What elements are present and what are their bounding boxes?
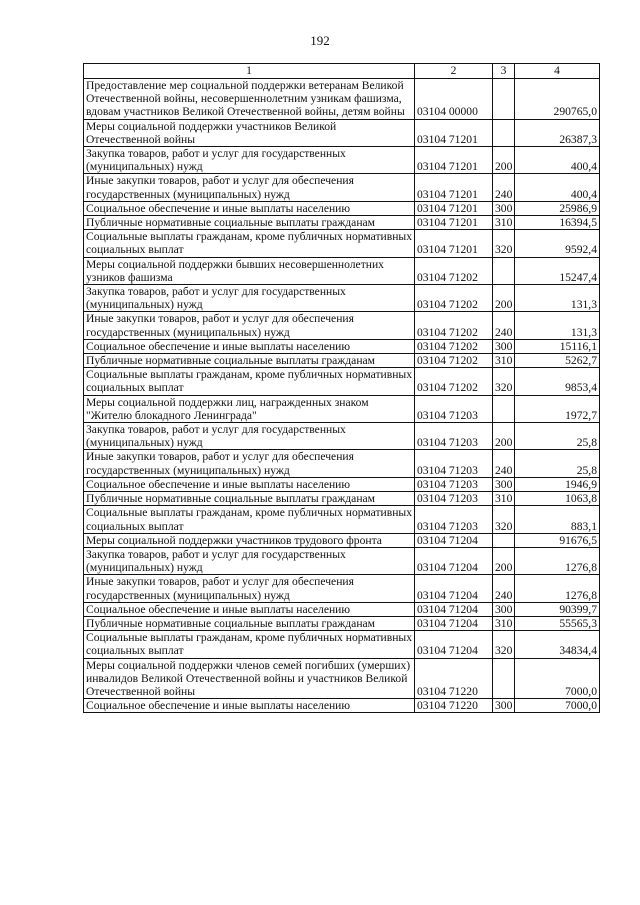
row-name-cell: Социальные выплаты гражданам, кроме публичных нормативных социальных выплат xyxy=(84,506,415,533)
table-row xyxy=(84,79,600,120)
row-amount-cell: 9592,4 xyxy=(515,230,600,257)
table-row xyxy=(84,631,600,658)
row-name-cell: Социальное обеспечение и иные выплаты населению xyxy=(84,339,415,353)
row-code-cell: 03104 71220 xyxy=(415,699,493,713)
row-name-cell: Закупка товаров, работ и услуг для государственных (муниципальных) нужд xyxy=(84,547,415,574)
row-code-cell: 03104 71220 xyxy=(415,658,493,699)
row-name-cell: Меры социальной поддержки участников Великой Отечественной войны xyxy=(84,119,415,146)
row-name-cell: Социальное обеспечение и иные выплаты населению xyxy=(84,699,415,713)
row-name-cell: Социальное обеспечение и иные выплаты населению xyxy=(84,602,415,616)
row-amount-cell: 7000,0 xyxy=(515,699,600,713)
row-type-cell xyxy=(493,119,515,146)
row-name-cell: Иные закупки товаров, работ и услуг для обеспечения государственных (муниципальных) нужд xyxy=(84,575,415,602)
table-row xyxy=(84,423,600,450)
row-name-cell: Меры социальной поддержки лиц, награжденных знаком "Жителю блокадного Ленинграда" xyxy=(84,395,415,422)
row-code-cell: 03104 71204 xyxy=(415,533,493,547)
row-name-cell: Предоставление мер социальной поддержки ветеранам Великой Отечественной войны, несовершеннолетним узникам фашизма, вдовам участников Великой Отечественной войны, детям войны xyxy=(84,79,415,120)
row-type-cell: 240 xyxy=(493,450,515,477)
row-name-cell: Закупка товаров, работ и услуг для государственных (муниципальных) нужд xyxy=(84,423,415,450)
row-type-cell xyxy=(493,395,515,422)
row-code-cell: 03104 71204 xyxy=(415,547,493,574)
row-name-cell: Публичные нормативные социальные выплаты гражданам xyxy=(84,354,415,368)
row-type-cell: 240 xyxy=(493,575,515,602)
row-type-cell xyxy=(493,257,515,284)
row-type-cell: 300 xyxy=(493,699,515,713)
row-code-cell: 03104 71201 xyxy=(415,147,493,174)
row-code-cell: 03104 71202 xyxy=(415,354,493,368)
row-code-cell: 03104 71202 xyxy=(415,285,493,312)
row-code-cell: 03104 71202 xyxy=(415,368,493,395)
table-row xyxy=(84,174,600,201)
row-type-cell: 320 xyxy=(493,230,515,257)
row-amount-cell: 9853,4 xyxy=(515,368,600,395)
row-code-cell: 03104 71204 xyxy=(415,575,493,602)
row-code-cell: 03104 71201 xyxy=(415,201,493,215)
page-number: 192 xyxy=(310,33,330,48)
row-type-cell: 300 xyxy=(493,602,515,616)
header-row xyxy=(84,64,600,79)
row-name-cell: Закупка товаров, работ и услуг для государственных (муниципальных) нужд xyxy=(84,285,415,312)
row-amount-cell: 290765,0 xyxy=(515,79,600,120)
row-code-cell: 03104 71201 xyxy=(415,174,493,201)
row-amount-cell: 7000,0 xyxy=(515,658,600,699)
table-row xyxy=(84,699,600,713)
row-amount-cell: 1276,8 xyxy=(515,547,600,574)
row-amount-cell: 25,8 xyxy=(515,423,600,450)
row-type-cell xyxy=(493,533,515,547)
budget-table xyxy=(83,63,600,713)
table-row xyxy=(84,602,600,616)
table-row xyxy=(84,354,600,368)
table-row xyxy=(84,492,600,506)
row-name-cell: Публичные нормативные социальные выплаты гражданам xyxy=(84,216,415,230)
table-row xyxy=(84,533,600,547)
row-name-cell: Социальное обеспечение и иные выплаты населению xyxy=(84,477,415,491)
row-amount-cell: 131,3 xyxy=(515,285,600,312)
row-type-cell: 310 xyxy=(493,354,515,368)
row-name-cell: Иные закупки товаров, работ и услуг для обеспечения государственных (муниципальных) нужд xyxy=(84,450,415,477)
row-amount-cell: 1063,8 xyxy=(515,492,600,506)
table-row xyxy=(84,201,600,215)
table-row xyxy=(84,230,600,257)
row-code-cell: 03104 71202 xyxy=(415,257,493,284)
table-row xyxy=(84,119,600,146)
row-amount-cell: 15116,1 xyxy=(515,339,600,353)
row-amount-cell: 16394,5 xyxy=(515,216,600,230)
row-code-cell: 03104 71204 xyxy=(415,602,493,616)
header-col-4: 4 xyxy=(515,64,600,79)
table-row xyxy=(84,658,600,699)
table-row xyxy=(84,395,600,422)
row-type-cell: 310 xyxy=(493,492,515,506)
row-name-cell: Иные закупки товаров, работ и услуг для обеспечения государственных (муниципальных) нужд xyxy=(84,312,415,339)
row-name-cell: Социальные выплаты гражданам, кроме публичных нормативных социальных выплат xyxy=(84,368,415,395)
row-type-cell xyxy=(493,79,515,120)
row-amount-cell: 91676,5 xyxy=(515,533,600,547)
row-amount-cell: 90399,7 xyxy=(515,602,600,616)
row-name-cell: Меры социальной поддержки участников трудового фронта xyxy=(84,533,415,547)
table-row xyxy=(84,285,600,312)
row-amount-cell: 400,4 xyxy=(515,147,600,174)
table-body xyxy=(84,79,600,713)
row-amount-cell: 5262,7 xyxy=(515,354,600,368)
row-type-cell: 300 xyxy=(493,339,515,353)
table-row xyxy=(84,616,600,630)
row-code-cell: 03104 71202 xyxy=(415,339,493,353)
row-type-cell: 200 xyxy=(493,285,515,312)
row-code-cell: 03104 00000 xyxy=(415,79,493,120)
row-type-cell: 310 xyxy=(493,216,515,230)
table-row xyxy=(84,147,600,174)
row-amount-cell: 34834,4 xyxy=(515,631,600,658)
row-amount-cell: 131,3 xyxy=(515,312,600,339)
row-amount-cell: 1276,8 xyxy=(515,575,600,602)
header-col-3: 3 xyxy=(493,64,515,79)
table-row xyxy=(84,339,600,353)
table-row xyxy=(84,216,600,230)
row-amount-cell: 883,1 xyxy=(515,506,600,533)
table-row xyxy=(84,477,600,491)
row-name-cell: Закупка товаров, работ и услуг для государственных (муниципальных) нужд xyxy=(84,147,415,174)
row-type-cell: 200 xyxy=(493,423,515,450)
row-code-cell: 03104 71203 xyxy=(415,395,493,422)
row-name-cell: Публичные нормативные социальные выплаты гражданам xyxy=(84,616,415,630)
row-amount-cell: 55565,3 xyxy=(515,616,600,630)
row-name-cell: Социальные выплаты гражданам, кроме публичных нормативных социальных выплат xyxy=(84,230,415,257)
row-type-cell: 240 xyxy=(493,174,515,201)
table-row xyxy=(84,257,600,284)
row-name-cell: Иные закупки товаров, работ и услуг для обеспечения государственных (муниципальных) нужд xyxy=(84,174,415,201)
row-code-cell: 03104 71203 xyxy=(415,477,493,491)
row-name-cell: Социальное обеспечение и иные выплаты населению xyxy=(84,201,415,215)
row-code-cell: 03104 71201 xyxy=(415,216,493,230)
row-code-cell: 03104 71203 xyxy=(415,492,493,506)
row-amount-cell: 1946,9 xyxy=(515,477,600,491)
row-code-cell: 03104 71201 xyxy=(415,230,493,257)
row-code-cell: 03104 71203 xyxy=(415,450,493,477)
table-row xyxy=(84,575,600,602)
header-col-2: 2 xyxy=(415,64,493,79)
header-col-1: 1 xyxy=(84,64,415,79)
row-amount-cell: 400,4 xyxy=(515,174,600,201)
row-code-cell: 03104 71202 xyxy=(415,312,493,339)
row-code-cell: 03104 71204 xyxy=(415,616,493,630)
row-code-cell: 03104 71203 xyxy=(415,423,493,450)
table-row xyxy=(84,312,600,339)
table-row xyxy=(84,450,600,477)
table-row xyxy=(84,506,600,533)
row-amount-cell: 25986,9 xyxy=(515,201,600,215)
row-code-cell: 03104 71204 xyxy=(415,631,493,658)
table-row xyxy=(84,547,600,574)
row-amount-cell: 1972,7 xyxy=(515,395,600,422)
row-type-cell: 300 xyxy=(493,477,515,491)
row-name-cell: Меры социальной поддержки членов семей погибших (умерших) инвалидов Великой Отечественной войны и участников Великой Отечественной войны xyxy=(84,658,415,699)
row-amount-cell: 25,8 xyxy=(515,450,600,477)
row-name-cell: Социальные выплаты гражданам, кроме публичных нормативных социальных выплат xyxy=(84,631,415,658)
row-amount-cell: 26387,3 xyxy=(515,119,600,146)
row-code-cell: 03104 71203 xyxy=(415,506,493,533)
row-type-cell xyxy=(493,658,515,699)
row-type-cell: 320 xyxy=(493,631,515,658)
row-type-cell: 200 xyxy=(493,547,515,574)
row-type-cell: 320 xyxy=(493,506,515,533)
row-code-cell: 03104 71201 xyxy=(415,119,493,146)
row-type-cell: 240 xyxy=(493,312,515,339)
row-name-cell: Меры социальной поддержки бывших несовершеннолетних узников фашизма xyxy=(84,257,415,284)
row-type-cell: 320 xyxy=(493,368,515,395)
row-type-cell: 200 xyxy=(493,147,515,174)
row-type-cell: 310 xyxy=(493,616,515,630)
row-type-cell: 300 xyxy=(493,201,515,215)
row-name-cell: Публичные нормативные социальные выплаты гражданам xyxy=(84,492,415,506)
row-amount-cell: 15247,4 xyxy=(515,257,600,284)
table-row xyxy=(84,368,600,395)
